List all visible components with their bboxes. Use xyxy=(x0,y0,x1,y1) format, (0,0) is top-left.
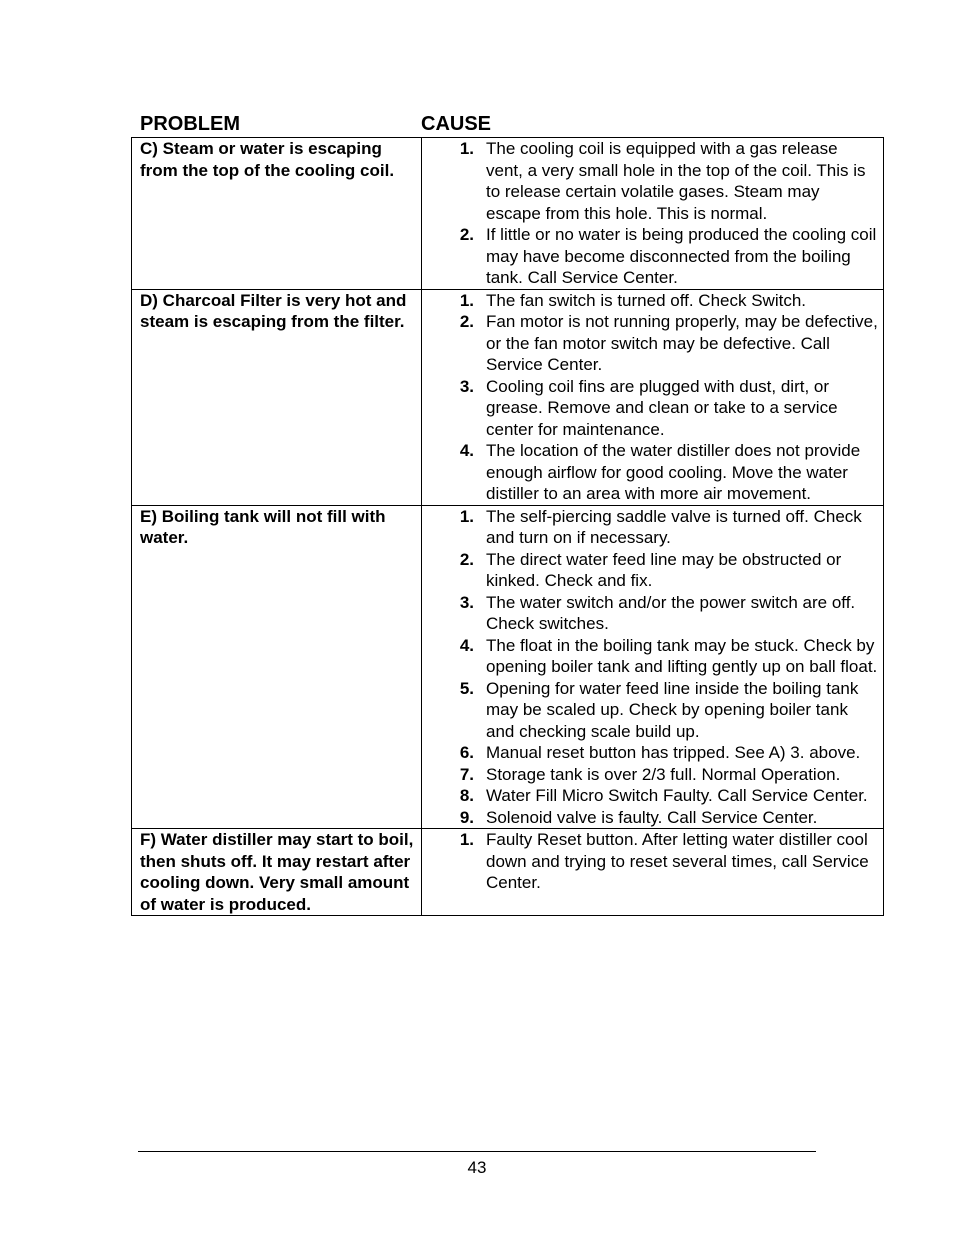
cause-text: Water Fill Micro Switch Faulty. Call Service Center. xyxy=(486,786,868,805)
cause-item xyxy=(422,224,879,289)
cause-number: 1. xyxy=(459,506,474,526)
cause-number: 2. xyxy=(459,225,474,244)
cause-text: Faulty Reset button. After letting water distiller cool down and trying to reset several times, call Service Center. xyxy=(486,830,869,892)
table-body xyxy=(132,138,884,916)
cause-item xyxy=(422,290,879,312)
cause-text: Solenoid valve is faulty. Call Service Center. xyxy=(486,807,818,827)
cause-item xyxy=(422,549,879,592)
cause-number: 2. xyxy=(459,312,474,331)
table-headers xyxy=(0,112,954,136)
cause-number: 1. xyxy=(459,290,474,310)
page-number: 43 xyxy=(467,1158,487,1177)
cause-number: 8. xyxy=(459,786,474,805)
cause-item xyxy=(422,592,879,635)
cause-number: 4. xyxy=(459,635,474,655)
cause-list xyxy=(422,506,879,829)
cause-text: Manual reset button has tripped. See A) 3. above. xyxy=(486,743,861,762)
cause-list xyxy=(422,290,879,505)
cause-list xyxy=(422,138,879,289)
troubleshooting-table xyxy=(131,137,884,916)
cause-item xyxy=(422,764,879,786)
cause-text: If little or no water is being produced the cooling coil may have become disconnected from the boiling tank. Call Service Center. xyxy=(486,225,877,287)
cause-text: The float in the boiling tank may be stuck. Check by opening boiler tank and lifting gently up on ball float. xyxy=(486,635,878,676)
cause-item xyxy=(422,311,879,376)
problem-cell: F) Water distiller may start to boil, then shuts off. It may restart after cooling down. Very small amount of water is produced. xyxy=(132,829,422,916)
cause-text: The water switch and/or the power switch are off. Check switches. xyxy=(486,592,856,633)
cause-item xyxy=(422,678,879,743)
cause-item xyxy=(422,635,879,678)
cause-item xyxy=(422,440,879,505)
cause-list xyxy=(422,829,879,894)
cause-number: 3. xyxy=(459,592,474,612)
cause-text: The fan switch is turned off. Check Switch. xyxy=(486,290,806,310)
cause-number: 9. xyxy=(459,807,474,827)
cause-number: 6. xyxy=(459,743,474,762)
cause-item xyxy=(422,506,879,549)
table-row xyxy=(132,505,884,829)
table-row xyxy=(132,829,884,916)
cause-cell xyxy=(422,138,884,290)
cause-cell xyxy=(422,289,884,505)
table-row xyxy=(132,289,884,505)
cause-text: The cooling coil is equipped with a gas release vent, a very small hole in the top of the coil. This is to release certain volatile gases. Steam may escape from this hole. This is normal. xyxy=(486,139,866,223)
cause-text: The location of the water distiller does not provide enough airflow for good cooling. Move the water distiller to an area with more air movement. xyxy=(486,441,861,503)
cause-text: The self-piercing saddle valve is turned off. Check and turn on if necessary. xyxy=(486,506,862,547)
cause-number: 5. xyxy=(459,678,474,698)
cause-number: 1. xyxy=(459,830,474,849)
cause-item xyxy=(422,376,879,441)
cause-cell xyxy=(422,829,884,916)
cause-text: Fan motor is not running properly, may be defective, or the fan motor switch may be defective. Call Service Center. xyxy=(486,312,878,374)
cause-cell xyxy=(422,505,884,829)
problem-cell: D) Charcoal Filter is very hot and steam is escaping from the filter. xyxy=(132,289,422,505)
cause-item xyxy=(422,829,879,894)
cause-number: 2. xyxy=(459,549,474,569)
footer-divider xyxy=(138,1151,816,1152)
cause-number: 3. xyxy=(459,376,474,396)
cause-item xyxy=(422,807,879,829)
cause-text: Cooling coil fins are plugged with dust, dirt, or grease. Remove and clean or take to a service center for maintenance. xyxy=(486,376,838,439)
cause-item xyxy=(422,785,879,807)
cause-item xyxy=(422,742,879,764)
cause-number: 4. xyxy=(459,441,474,460)
cause-item xyxy=(422,138,879,224)
cause-text: The direct water feed line may be obstructed or kinked. Check and fix. xyxy=(486,549,842,590)
problem-cell: E) Boiling tank will not fill with water. xyxy=(132,505,422,829)
problem-cell: C) Steam or water is escaping from the top of the cooling coil. xyxy=(132,138,422,290)
problem-column-header: PROBLEM xyxy=(140,113,240,135)
cause-text: Storage tank is over 2/3 full. Normal Operation. xyxy=(486,764,841,784)
cause-number: 1. xyxy=(459,139,474,158)
cause-number: 7. xyxy=(459,764,474,784)
cause-column-header: CAUSE xyxy=(421,113,492,135)
cause-text: Opening for water feed line inside the boiling tank may be scaled up. Check by opening boiler tank and checking scale build up. xyxy=(486,678,859,741)
table-row xyxy=(132,138,884,290)
